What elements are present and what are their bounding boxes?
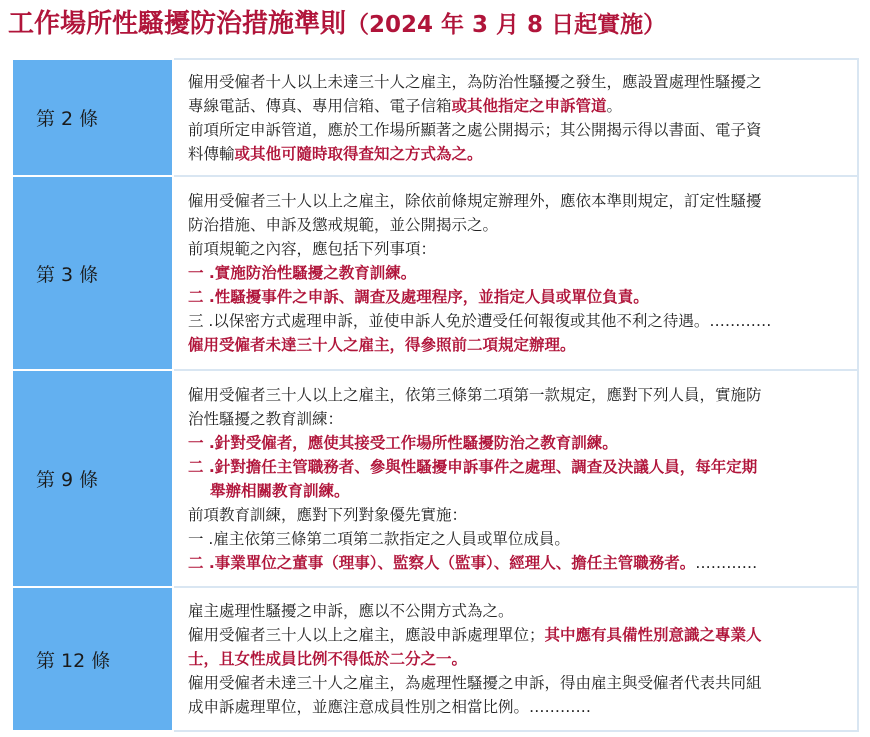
highlighted-text: 二 .針對擔任主管職務者、參與性騷擾申訴事件之處理、調查及決議人員，每年定期 (188, 457, 758, 476)
article-text-cell (173, 176, 858, 370)
article-text-line (188, 671, 845, 695)
highlighted-text: 舉辦相關教育訓練。 (210, 481, 350, 500)
article-text: ………… (695, 553, 758, 572)
article-text: 。 (606, 96, 623, 115)
article-text-line (188, 623, 845, 647)
article-text: 料傳輸 (188, 144, 235, 163)
article-number: 第 9 條 (36, 469, 99, 491)
highlighted-text: 其中應有具備性別意識之專業人 (544, 626, 762, 644)
article-text-line (188, 237, 845, 261)
article-text-line (188, 527, 845, 551)
article-text-line (188, 142, 845, 166)
article-text-line (188, 479, 845, 503)
highlighted-text: 一 .實施防治性騷擾之教育訓練。 (188, 264, 417, 282)
article-text: 僱用受僱者三十人以上之雇主，除依前條規定辦理外，應依本準則規定，訂定性騷擾 (188, 192, 762, 210)
highlighted-text: 或其他指定之申訴管道 (451, 96, 607, 115)
title-date: （2024 年 3 月 8 日起實施） (346, 12, 667, 38)
article-text: 僱用受僱者三十人以上之雇主，應設申訴處理單位； (188, 626, 545, 644)
title-main: 工作場所性騷擾防治措施準則 (8, 9, 347, 39)
article-row (12, 370, 858, 587)
article-text-line (188, 309, 845, 333)
highlighted-text: 僱用受僱者未達三十人之雇主，得參照前二項規定辦理。 (188, 336, 576, 354)
highlighted-text: 或其他可隨時取得查知之方式為之。 (234, 144, 483, 163)
article-text: 僱用受僱者十人以上未達三十人之雇主，為防治性騷擾之發生，應設置處理性騷擾之 (188, 72, 762, 91)
article-text-line (188, 431, 845, 455)
article-number: 第 12 條 (36, 649, 111, 672)
article-text: 專線電話、傳真、專用信箱、電子信箱 (188, 96, 452, 115)
article-text-line (188, 647, 845, 671)
article-number-cell (12, 59, 173, 176)
article-text-line (188, 383, 845, 407)
highlighted-text: 一 .針對受僱者，應使其接受工作場所性騷擾防治之教育訓練。 (188, 433, 618, 452)
article-row (12, 59, 858, 176)
article-row (12, 587, 858, 731)
article-text-line (188, 285, 845, 309)
article-text: 治性騷擾之教育訓練： (188, 409, 344, 428)
article-text: 僱用受僱者三十人以上之雇主，依第三條第二項第一款規定，應對下列人員，實施防 (188, 385, 762, 404)
article-text-line (188, 70, 845, 94)
article-number-cell (12, 370, 173, 587)
article-text-cell (173, 370, 858, 587)
article-text: 三 .以保密方式處理申訴，並使申訴人免於遭受任何報復或其他不利之待遇。………… (188, 312, 772, 330)
article-text: 僱用受僱者未達三十人之雇主，為處理性騷擾之申訴，得由雇主與受僱者代表共同組 (188, 674, 762, 692)
highlighted-text: 士，且女性成員比例不得低於二分之一。 (188, 650, 468, 668)
page-title (8, 4, 666, 44)
highlighted-text: 二 .性騷擾事件之申訴、調查及處理程序，並指定人員或單位負責。 (188, 288, 649, 306)
highlighted-text: 二 .事業單位之董事（理事）、監察人（監事）、經理人、擔任主管職務者。 (188, 553, 696, 572)
article-text-line (188, 407, 845, 431)
article-text-line (188, 503, 845, 527)
article-text-line (188, 261, 845, 285)
article-text-line (188, 551, 845, 575)
article-text: 雇主處理性騷擾之申訴，應以不公開方式為之。 (188, 602, 514, 620)
article-text-line (188, 94, 845, 118)
article-text-line (188, 213, 845, 237)
article-number: 第 2 條 (36, 108, 99, 130)
article-text-line (188, 333, 845, 357)
articles-table (11, 58, 859, 732)
article-text-line (188, 455, 845, 479)
article-text-cell (173, 587, 858, 731)
article-text: 前項教育訓練，應對下列對象優先實施： (188, 505, 468, 524)
article-text: 一 .雇主依第三條第二項第二款指定之人員或單位成員。 (188, 529, 570, 548)
article-text-cell (173, 59, 858, 176)
article-number-cell (12, 587, 173, 731)
article-text: 前項所定申訴管道，應於工作場所顯著之處公開揭示；其公開揭示得以書面、電子資 (188, 120, 762, 139)
article-number-cell (12, 176, 173, 370)
article-text: 成申訴處理單位，並應注意成員性別之相當比例。………… (188, 698, 592, 716)
article-text-line (188, 599, 845, 623)
article-text-line (188, 189, 845, 213)
article-row (12, 176, 858, 370)
article-text: 前項規範之內容，應包括下列事項： (188, 240, 437, 258)
article-text: 防治措施、申訴及懲戒規範，並公開揭示之。 (188, 216, 499, 234)
article-number: 第 3 條 (36, 263, 99, 286)
article-text-line (188, 118, 845, 142)
article-text-line (188, 695, 845, 719)
